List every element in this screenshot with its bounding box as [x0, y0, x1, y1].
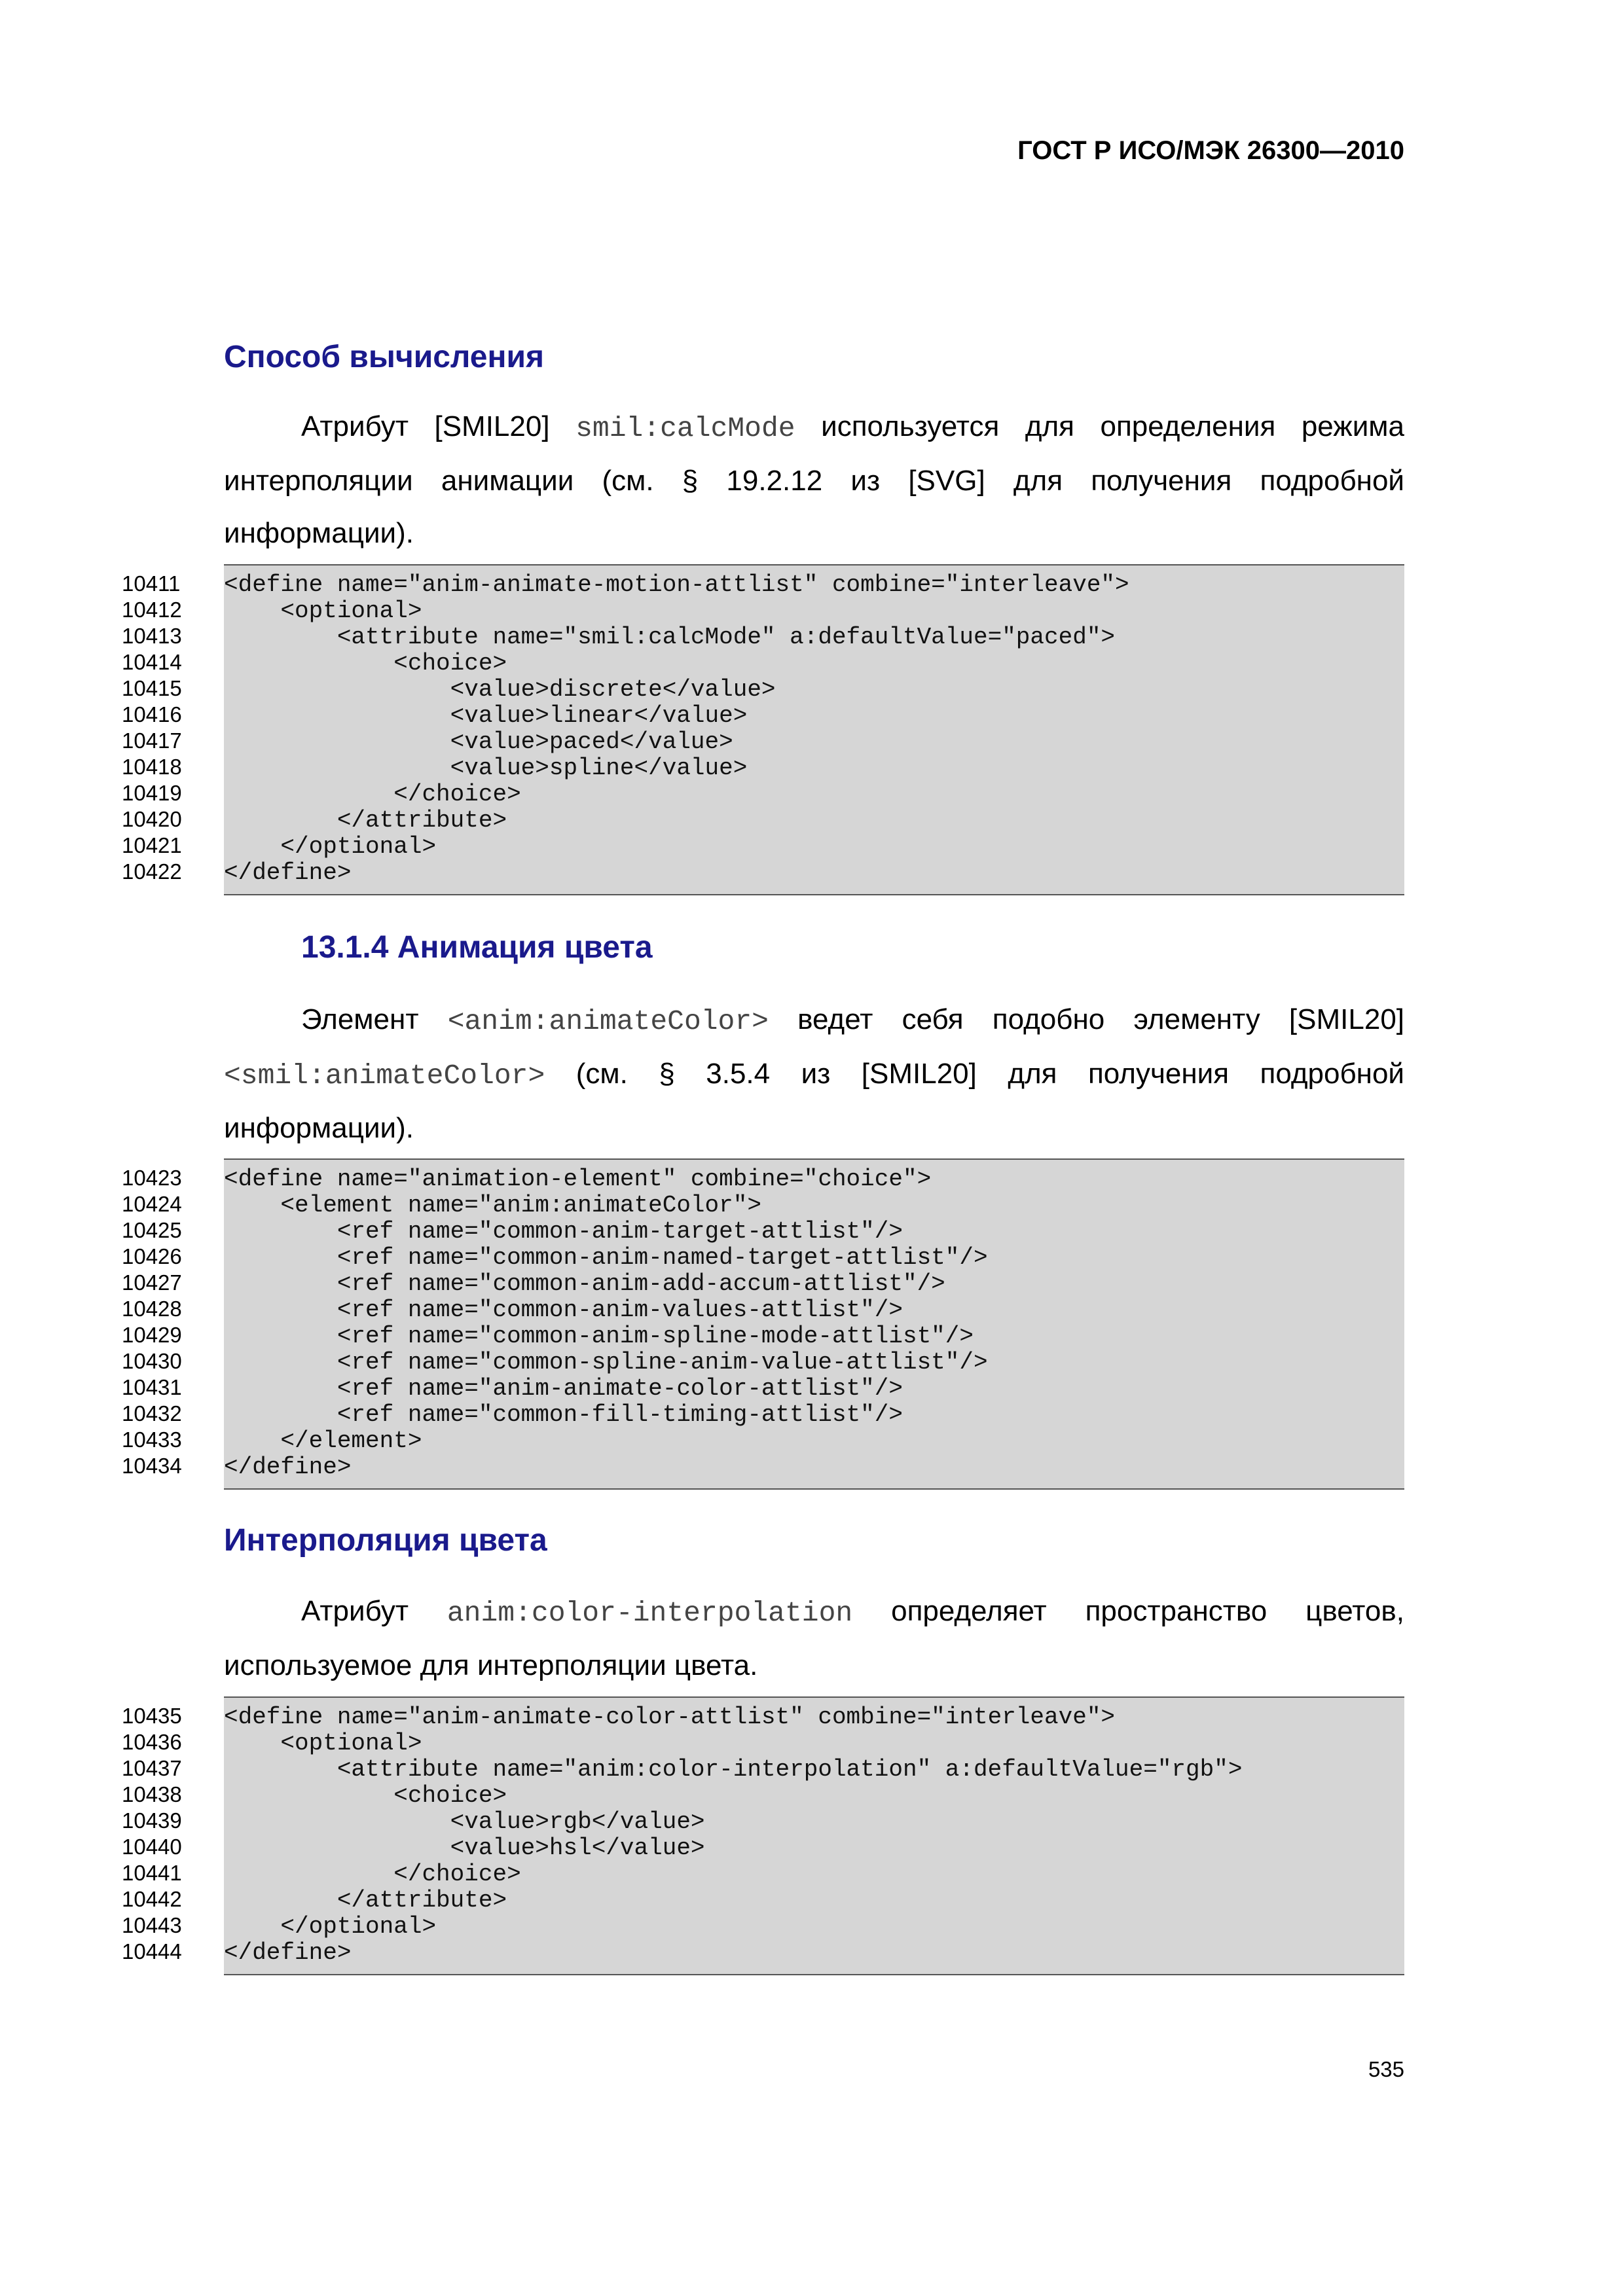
code-line: </choice> [224, 781, 521, 808]
line-number: 10420 [122, 807, 182, 831]
code-line: </define> [224, 859, 352, 886]
code-line: <ref name="common-anim-named-target-attlist"/> [224, 1244, 988, 1271]
code-line: </attribute> [224, 1887, 507, 1914]
line-number: 10422 [122, 859, 182, 884]
code-line: <value>spline</value> [224, 755, 748, 781]
code-block-color-interpolation [224, 1696, 1404, 1975]
code-line: </optional> [224, 833, 437, 860]
code-line: <optional> [224, 1730, 422, 1757]
code-line: <optional> [224, 598, 422, 624]
code-line: <ref name="anim-animate-color-attlist"/> [224, 1375, 903, 1402]
section-heading-calc-mode: Способ вычисления [224, 340, 544, 374]
line-number: 10444 [122, 1939, 182, 1964]
line-number: 10419 [122, 781, 182, 805]
code-line: <attribute name="anim:color-interpolation" a:defaultValue="rgb"> [224, 1756, 1243, 1783]
code-line: <ref name="common-spline-anim-value-attlist"/> [224, 1349, 988, 1376]
code-line: <attribute name="smil:calcMode" a:defaultValue="paced"> [224, 624, 1116, 651]
line-number: 10441 [122, 1861, 182, 1885]
line-number: 10430 [122, 1349, 182, 1373]
code-line: <value>hsl</value> [224, 1835, 705, 1861]
section-heading-color-interpolation: Интерполяция цвета [224, 1523, 547, 1558]
line-number: 10415 [122, 676, 182, 700]
code-line: <ref name="common-anim-spline-mode-attlist"/> [224, 1323, 974, 1350]
code-line: <value>linear</value> [224, 702, 748, 729]
line-number: 10428 [122, 1297, 182, 1321]
line-number: 10437 [122, 1756, 182, 1780]
code-line: <ref name="common-anim-values-attlist"/> [224, 1297, 903, 1323]
code-line: <define name="anim-animate-color-attlist" combine="interleave"> [224, 1704, 1116, 1731]
code-line: <value>discrete</value> [224, 676, 776, 703]
line-number: 10418 [122, 755, 182, 779]
line-number: 10440 [122, 1835, 182, 1859]
code-line: <choice> [224, 650, 507, 677]
line-numbers-1 [122, 571, 194, 885]
line-number: 10429 [122, 1323, 182, 1347]
code-line: </define> [224, 1454, 352, 1480]
line-number: 10421 [122, 833, 182, 857]
code-line: <ref name="common-fill-timing-attlist"/> [224, 1401, 903, 1428]
line-number: 10439 [122, 1808, 182, 1833]
code-line: <define name="animation-element" combine="choice"> [224, 1166, 932, 1193]
code-line: </define> [224, 1939, 352, 1966]
line-number: 10432 [122, 1401, 182, 1426]
code-line: </element> [224, 1427, 422, 1454]
line-number: 10426 [122, 1244, 182, 1268]
line-number: 10414 [122, 650, 182, 674]
line-number: 10425 [122, 1218, 182, 1242]
inline-code: <smil:animateColor> [224, 1060, 545, 1092]
line-numbers-3 [122, 1703, 194, 1965]
code-line: </optional> [224, 1913, 437, 1940]
code-line: <choice> [224, 1782, 507, 1809]
line-number: 10443 [122, 1913, 182, 1937]
line-number: 10438 [122, 1782, 182, 1806]
paragraph-animate-color: Элемент <anim:animateColor> ведет себя подобно элементу [SMIL20] <smil:animateColor> (см. § 3.5.4 из [SMIL20] для получения подробной информации). [224, 1003, 1405, 1144]
line-number: 10423 [122, 1166, 182, 1190]
inline-code: smil:calcMode [575, 412, 795, 444]
section-heading-animate-color: 13.1.4 Анимация цвета [301, 930, 653, 965]
line-numbers-2 [122, 1165, 194, 1479]
line-number: 10431 [122, 1375, 182, 1399]
code-line: <ref name="common-anim-add-accum-attlist"/> [224, 1270, 945, 1297]
page-number: 535 [1368, 2057, 1404, 2081]
code-line: <value>rgb</value> [224, 1808, 705, 1835]
code-line: <ref name="common-anim-target-attlist"/> [224, 1218, 903, 1245]
line-number: 10435 [122, 1704, 182, 1728]
code-line: <define name="anim-animate-motion-attlist" combine="interleave"> [224, 571, 1129, 598]
line-number: 10424 [122, 1192, 182, 1216]
line-number: 10434 [122, 1454, 182, 1478]
inline-code: anim:color-interpolation [447, 1597, 853, 1629]
code-line: </choice> [224, 1861, 521, 1888]
line-number: 10412 [122, 598, 182, 622]
standard-code: ГОСТ Р ИСО/МЭК 26300—2010 [1017, 136, 1404, 165]
code-line: <element name="anim:animateColor"> [224, 1192, 761, 1219]
line-number: 10411 [122, 571, 181, 596]
line-number: 10427 [122, 1270, 182, 1295]
paragraph-color-interpolation: Атрибут anim:color-interpolation определяет пространство цветов, используемое для интерполяции цвета. [224, 1595, 1404, 1681]
code-line: </attribute> [224, 807, 507, 834]
code-line: <value>paced</value> [224, 728, 733, 755]
code-block-calc-mode [224, 564, 1404, 895]
line-number: 10433 [122, 1427, 182, 1452]
line-number: 10416 [122, 702, 182, 726]
code-block-animate-color [224, 1158, 1404, 1490]
line-number: 10442 [122, 1887, 182, 1911]
inline-code: <anim:animateColor> [447, 1005, 769, 1037]
paragraph-calc-mode: Атрибут [SMIL20] smil:calcMode используется для определения режима интерполяции анимации (см. § 19.2.12 из [SVG] для получения подробной информации). [224, 410, 1405, 549]
line-number: 10417 [122, 728, 182, 753]
line-number: 10413 [122, 624, 182, 648]
line-number: 10436 [122, 1730, 182, 1754]
